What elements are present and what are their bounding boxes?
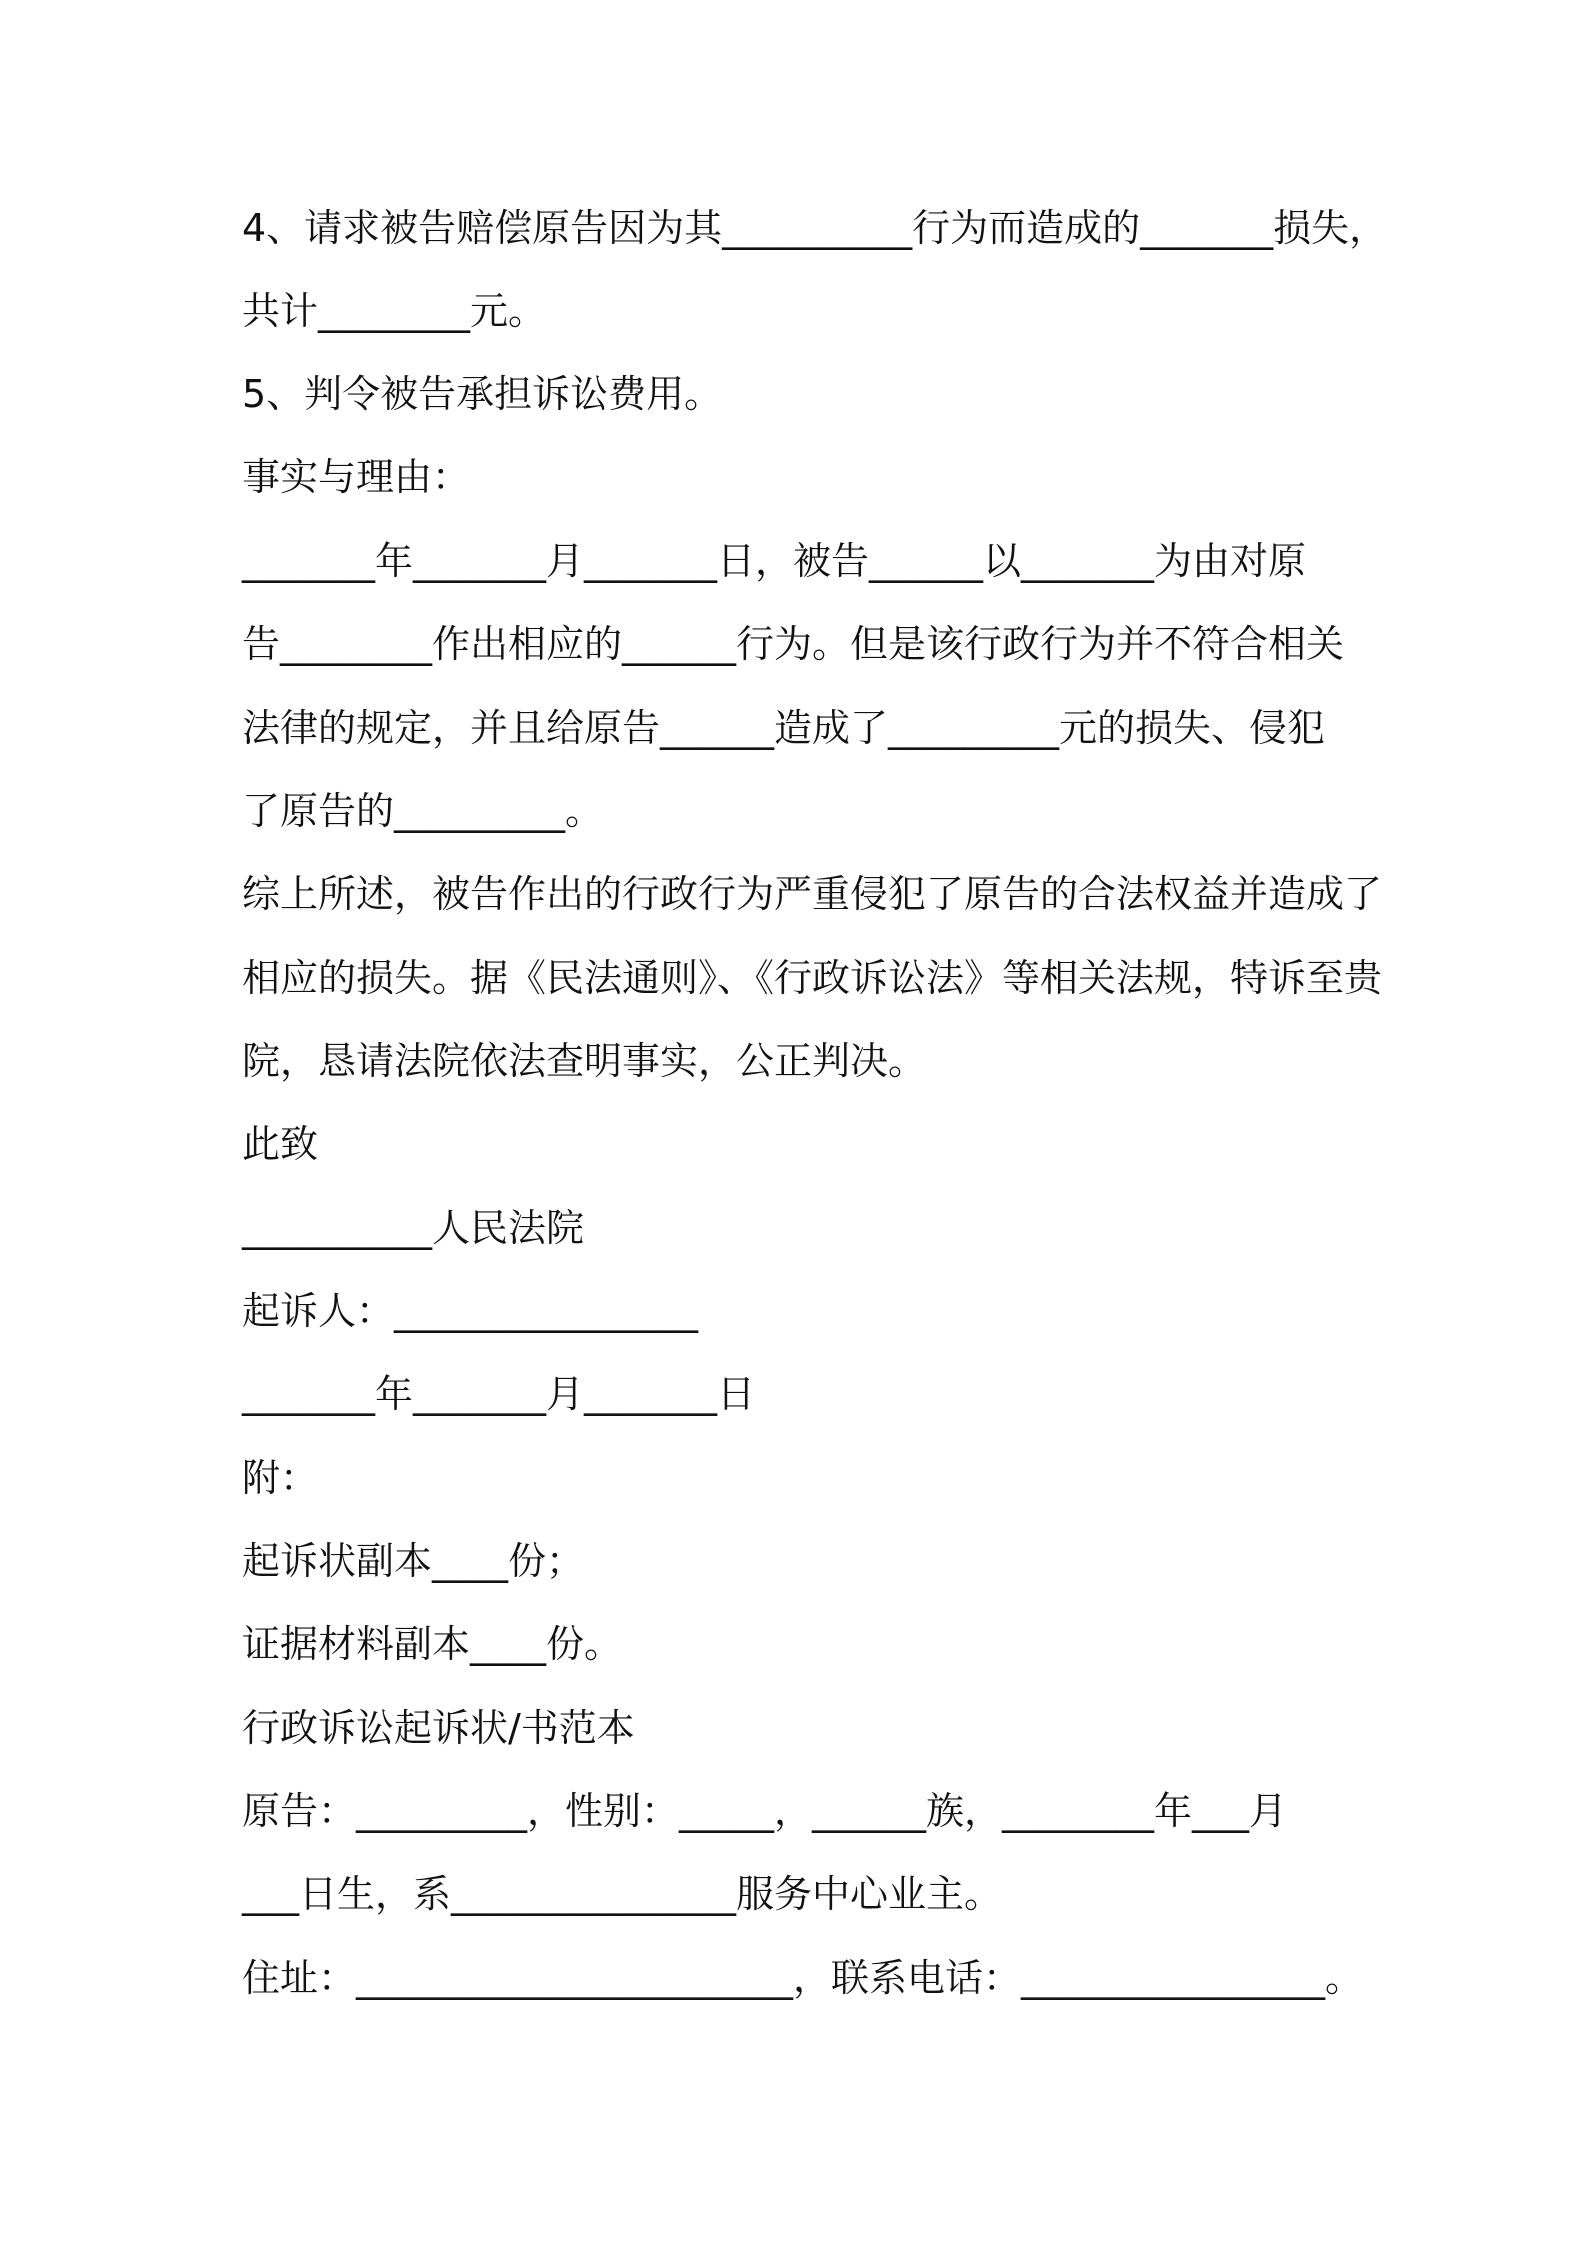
claim-4-line-2: 共计________元。 [242, 289, 547, 333]
claim-5: 5、判令被告承担诉讼费用。 [242, 372, 723, 416]
summary-line-1: 综上所述，被告作出的行政行为严重侵犯了原告的合法权益并造成了 [242, 872, 1383, 916]
attachments-heading: 附： [242, 1456, 319, 1500]
signature-date-line: _______年_______月_______日 [242, 1372, 756, 1416]
template-title: 行政诉讼起诉状/书范本 [242, 1706, 635, 1750]
attachment-evidence-copies: 证据材料副本____份。 [242, 1622, 623, 1666]
summary-line-2: 相应的损失。据《民法通则》、《行政诉讼法》等相关法规，特诉至贵 [242, 956, 1383, 1000]
plaintiff-info-line-2: ___日生，系_______________服务中心业主。 [242, 1872, 1003, 1916]
facts-paragraph-line-2: 告________作出相应的______行为。但是该行政行为并不符合相关 [242, 622, 1345, 666]
plaintiff-info-line-1: 原告：_________，性别：_____，______族，________年___月 [242, 1789, 1288, 1833]
facts-paragraph-line-1: _______年_______月_______日，被告______以_______为由对原 [242, 539, 1307, 583]
attachment-complaint-copies: 起诉状副本____份； [242, 1539, 585, 1583]
court-name-line: __________人民法院 [242, 1206, 585, 1250]
address-phone-line: 住址：_______________________，联系电话：________________。 [242, 1956, 1364, 2000]
facts-paragraph-line-4: 了原告的_________。 [242, 789, 604, 833]
facts-heading: 事实与理由： [242, 455, 471, 499]
salutation: 此致 [242, 1122, 319, 1166]
plaintiff-signature-line: 起诉人：________________ [242, 1289, 699, 1333]
summary-line-3: 院，恳请法院依法查明事实，公正判决。 [242, 1039, 927, 1083]
facts-paragraph-line-3: 法律的规定，并且给原告______造成了_________元的损失、侵犯 [242, 706, 1326, 750]
claim-4-line-1: 4、请求被告赔偿原告因为其__________行为而造成的_______损失， [242, 206, 1388, 250]
